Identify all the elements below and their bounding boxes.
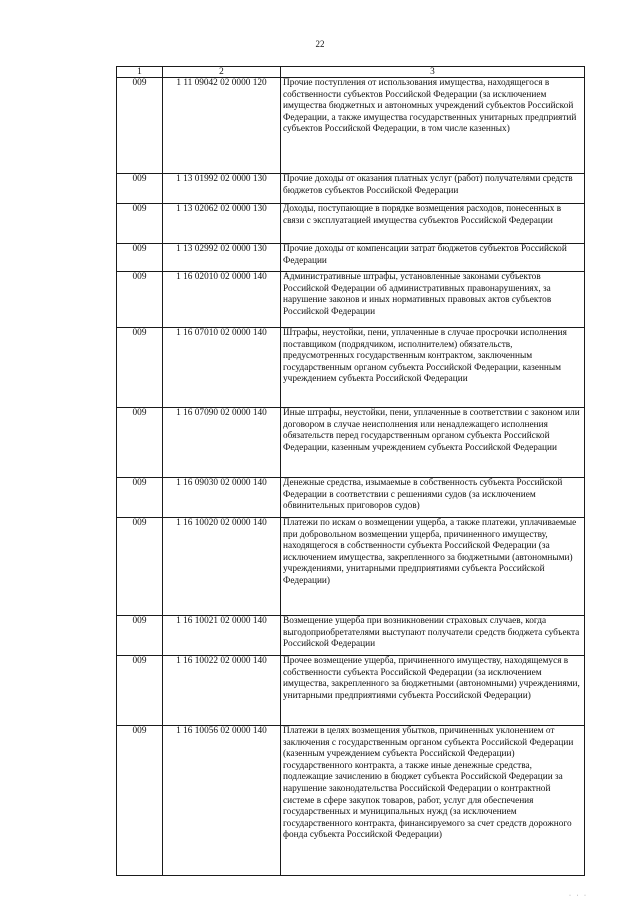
admin-code-cell: 009 xyxy=(117,656,163,726)
table-row xyxy=(117,244,585,272)
admin-code-cell: 009 xyxy=(117,272,163,328)
revenue-name-cell: Прочие доходы от оказания платных услуг (работ) получателями средств бюджетов субъектов Российской Федерации xyxy=(281,174,585,204)
table-row xyxy=(117,726,585,876)
table-row xyxy=(117,518,585,616)
table-row xyxy=(117,656,585,726)
table-row xyxy=(117,616,585,656)
table-row xyxy=(117,204,585,244)
revenue-name-cell: Прочие доходы от компенсации затрат бюджетов субъектов Российской Федерации xyxy=(281,244,585,272)
revenue-name-cell: Платежи по искам о возмещении ущерба, а также платежи, уплачиваемые при добровольном возмещении ущерба, причиненного имуществу, находящегося в собственности субъекта Российской Федерации (за исключением имущества, закрепленного за бюджетными (автономными) учреждениями, унитарными предприятиями субъекта Российской Федерации) xyxy=(281,518,585,616)
admin-code-cell: 009 xyxy=(117,78,163,174)
admin-code-cell: 009 xyxy=(117,726,163,876)
budget-code-cell: 1 16 10020 02 0000 140 xyxy=(163,518,281,616)
budget-code-cell: 1 16 09030 02 0000 140 xyxy=(163,478,281,518)
budget-code-cell: 1 13 02062 02 0000 130 xyxy=(163,204,281,244)
budget-code-cell: 1 16 07090 02 0000 140 xyxy=(163,408,281,478)
budget-code-cell: 1 16 10022 02 0000 140 xyxy=(163,656,281,726)
column-header-code: 2 xyxy=(163,67,281,78)
revenue-name-cell: Денежные средства, изымаемые в собственность субъекта Российской Федерации в соответствии с решениями судов (за исключением обвинительных приговоров судов) xyxy=(281,478,585,518)
column-header-name: 3 xyxy=(281,67,585,78)
admin-code-cell: 009 xyxy=(117,244,163,272)
scan-corner-mark: · · · xyxy=(569,893,588,899)
revenue-name-cell: Доходы, поступающие в порядке возмещения расходов, понесенных в связи с эксплуатацией имущества субъектов Российской Федерации xyxy=(281,204,585,244)
budget-code-cell: 1 16 07010 02 0000 140 xyxy=(163,328,281,408)
revenue-name-cell: Возмещение ущерба при возникновении страховых случаев, когда выгодоприобретателями выступают получатели средств бюджета субъекта Российской Федерации xyxy=(281,616,585,656)
revenue-name-cell: Штрафы, неустойки, пени, уплаченные в случае просрочки исполнения поставщиком (подрядчиком, исполнителем) обязательств, предусмотренных государственным контрактом, заключенным государственным органом субъекта Российской Федерации, казенным учреждением субъекта Российской Федерации xyxy=(281,328,585,408)
admin-code-cell: 009 xyxy=(117,616,163,656)
admin-code-cell: 009 xyxy=(117,174,163,204)
table-row xyxy=(117,272,585,328)
budget-code-cell: 1 16 10021 02 0000 140 xyxy=(163,616,281,656)
admin-code-cell: 009 xyxy=(117,518,163,616)
revenue-name-cell: Прочее возмещение ущерба, причиненного имуществу, находящемуся в собственности субъекта Российской Федерации (за исключением имущества, закрепленного за бюджетными (автономными) учреждениями, унитарными предприятиями субъекта Российской Федерации) xyxy=(281,656,585,726)
budget-code-cell: 1 13 01992 02 0000 130 xyxy=(163,174,281,204)
table-row xyxy=(117,328,585,408)
page-number: 22 xyxy=(315,39,325,49)
admin-code-cell: 009 xyxy=(117,328,163,408)
budget-code-cell: 1 11 09042 02 0000 120 xyxy=(163,78,281,174)
table-row xyxy=(117,174,585,204)
table-row xyxy=(117,408,585,478)
table-row xyxy=(117,478,585,518)
revenue-code-table xyxy=(116,66,585,876)
budget-code-cell: 1 13 02992 02 0000 130 xyxy=(163,244,281,272)
revenue-name-cell: Административные штрафы, установленные законами субъектов Российской Федерации об административных правонарушениях, за нарушение законов и иных нормативных правовых актов субъектов Российской Федерации xyxy=(281,272,585,328)
revenue-name-cell: Платежи в целях возмещения убытков, причиненных уклонением от заключения с государственным органом субъекта Российской Федерации (казенным учреждением субъекта Российской Федерации) государственного контракта, а также иные денежные средства, подлежащие зачислению в бюджет субъекта Российской Федерации за нарушение законодательства Российской Федерации о контрактной системе в сфере закупок товаров, работ, услуг для обеспечения государственных и муниципальных нужд (за исключением государственного контракта, финансируемого за счет средств дорожного фонда субъекта Российской Федерации) xyxy=(281,726,585,876)
table-row xyxy=(117,78,585,174)
admin-code-cell: 009 xyxy=(117,408,163,478)
table-header-row xyxy=(117,67,585,78)
revenue-name-cell: Прочие поступления от использования имущества, находящегося в собственности субъектов Российской Федерации (за исключением имущества бюджетных и автономных учреждений субъектов Российской Федерации, а также имущества государственных унитарных предприятий субъектов Российской Федерации, в том числе казенных) xyxy=(281,78,585,174)
budget-code-cell: 1 16 10056 02 0000 140 xyxy=(163,726,281,876)
column-header-admin: 1 xyxy=(117,67,163,78)
admin-code-cell: 009 xyxy=(117,478,163,518)
budget-code-cell: 1 16 02010 02 0000 140 xyxy=(163,272,281,328)
revenue-name-cell: Иные штрафы, неустойки, пени, уплаченные в соответствии с законом или договором в случае неисполнения или ненадлежащего исполнения обязательств перед государственным органом субъекта Российской Федерации, казенным учреждением субъекта Российской Федерации xyxy=(281,408,585,478)
admin-code-cell: 009 xyxy=(117,204,163,244)
